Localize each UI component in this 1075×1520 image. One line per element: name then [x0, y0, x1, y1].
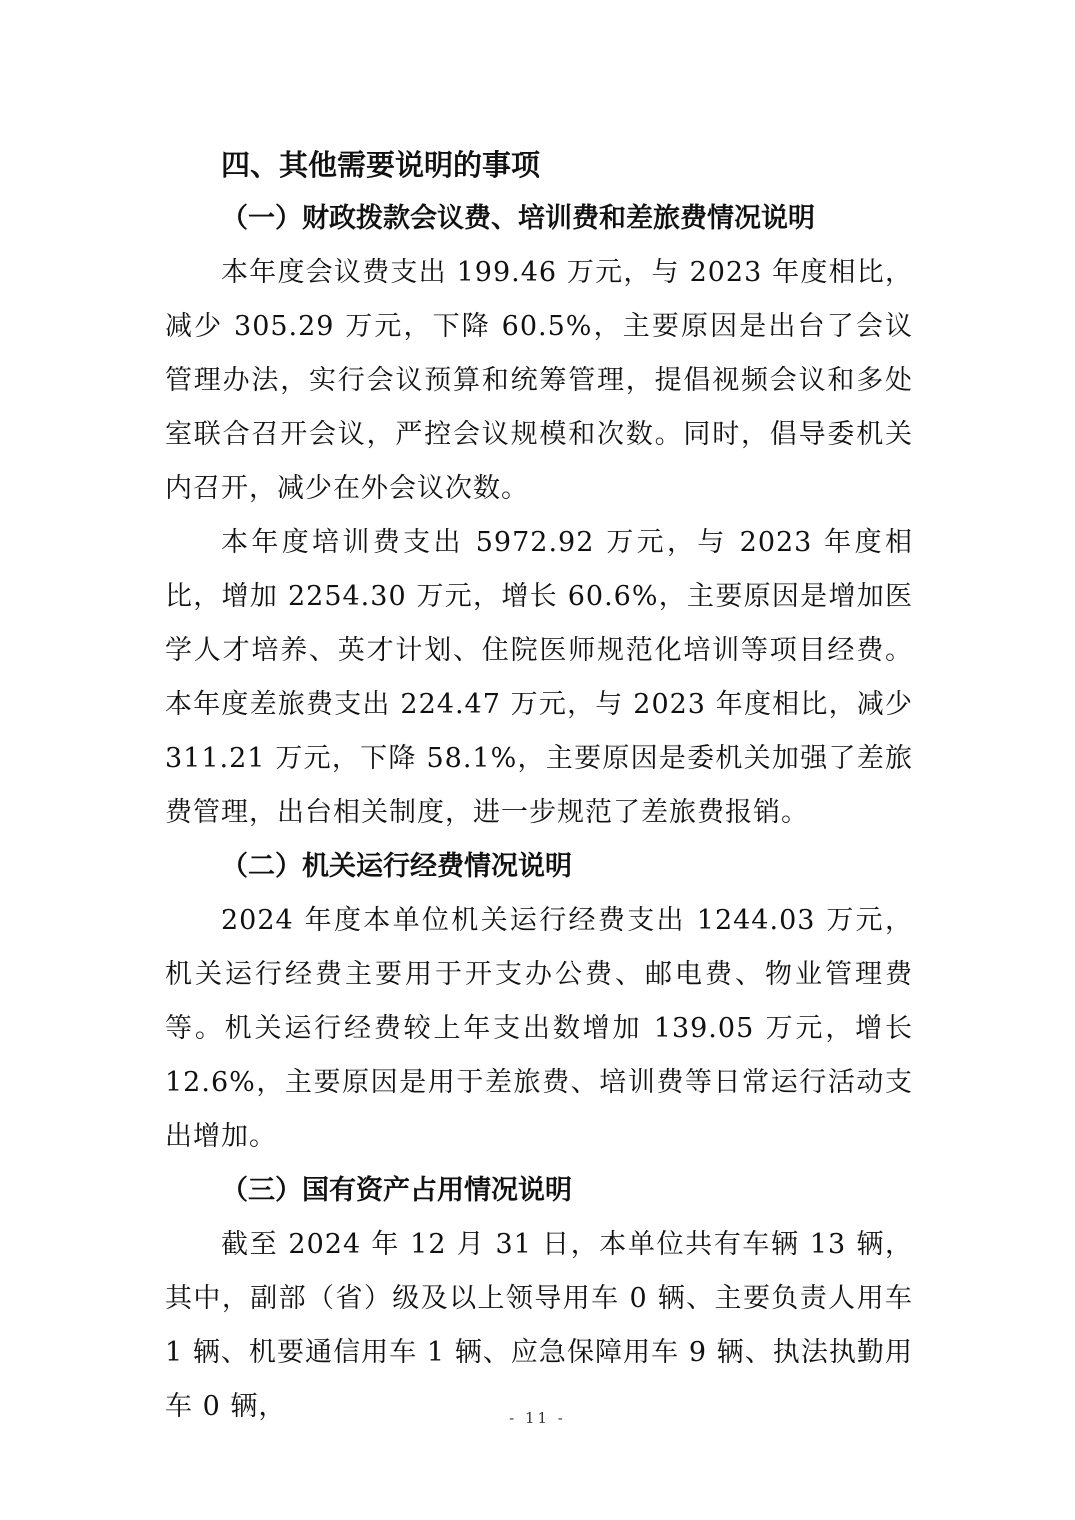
subsection-heading-meeting-training-travel: （一）财政拨款会议费、培训费和差旅费情况说明 — [221, 203, 815, 234]
section-heading: 四、其他需要说明的事项 — [221, 148, 541, 182]
paragraph-training-travel-expenses: 本年度培训费支出 5972.92 万元，与 2023 年度相比，增加 2254.30 万元，增长 60.6%，主要原因是增加医学人才培养、英才计划、住院医师规范化培训等项目经费。本年度差旅费支出 224.47 万元，与 2023 年度相比，减少 311.21 万元，下降 58.1%，主要原因是委机关加强了差旅费管理，出台相关制度，进一步规范了差旅费报销。 — [165, 527, 913, 828]
subsection-heading-state-assets: （三）国有资产占用情况说明 — [221, 1175, 572, 1206]
subsection-heading-operating-expenses: （二）机关运行经费情况说明 — [221, 851, 572, 882]
paragraph-vehicles: 截至 2024 年 12 月 31 日，本单位共有车辆 13 辆，其中，副部（省）级及以上领导用车 0 辆、主要负责人用车 1 辆、机要通信用车 1 辆、应急保障用车 9 辆、执法执勤用车 0 辆， — [165, 1229, 913, 1422]
page-number: - 11 - — [509, 1409, 566, 1427]
paragraph-operating-expenses: 2024 年度本单位机关运行经费支出 1244.03 万元，机关运行经费主要用于开支办公费、邮电费、物业管理费等。机关运行经费较上年支出数增加 139.05 万元，增长 12.6%，主要原因是用于差旅费、培训费等日常运行活动支出增加。 — [165, 905, 913, 1152]
paragraph-meeting-expenses: 本年度会议费支出 199.46 万元，与 2023 年度相比，减少 305.29 万元，下降 60.5%，主要原因是出台了会议管理办法，实行会议预算和统筹管理，提倡视频会议和多处室联合召开会议，严控会议规模和次数。同时，倡导委机关内召开，减少在外会议次数。 — [165, 257, 913, 504]
document-body — [165, 138, 913, 1434]
